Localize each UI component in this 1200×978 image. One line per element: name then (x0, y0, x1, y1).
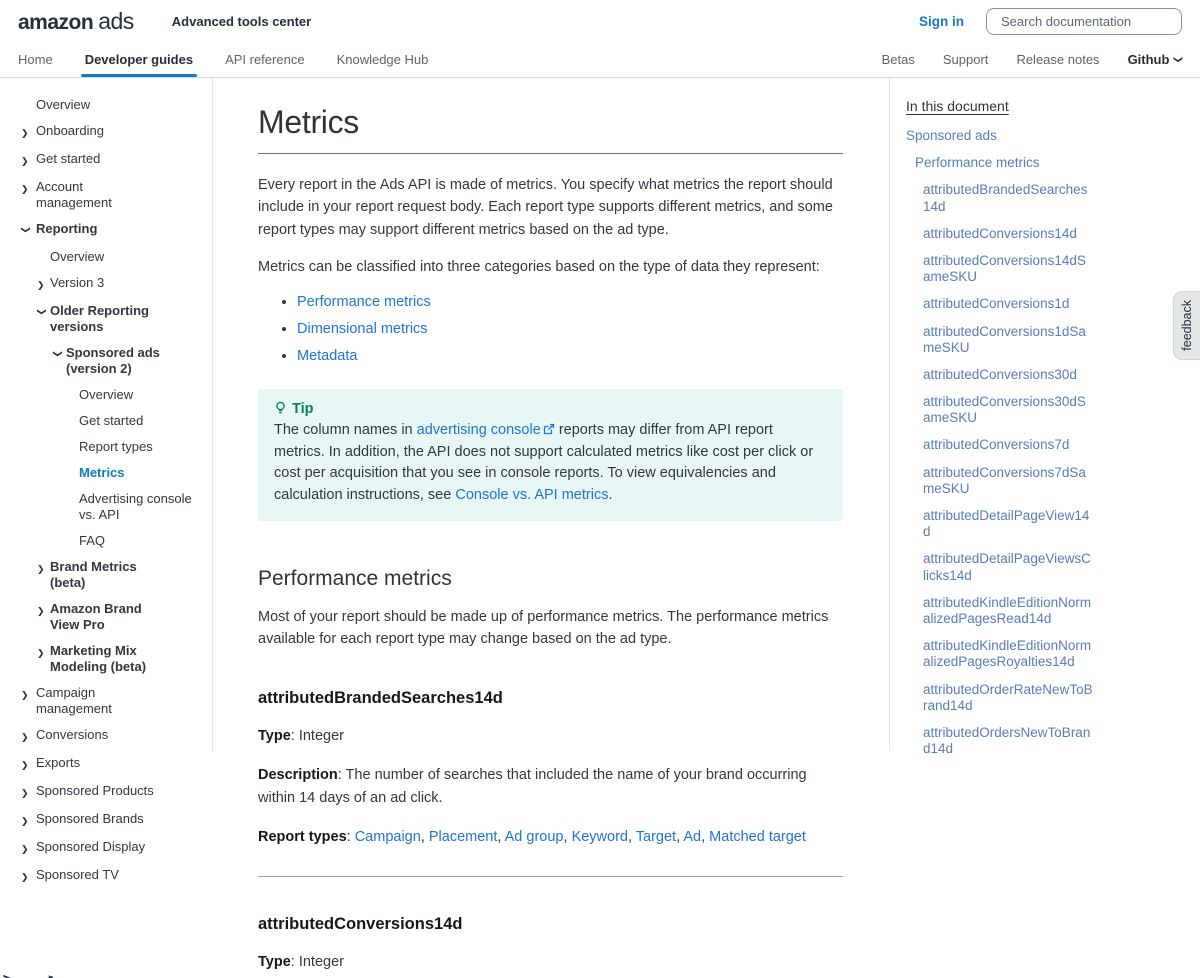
chevron-right-icon: ❯ (37, 606, 45, 616)
performance-metrics-intro: Most of your report should be made up of performance metrics. The performance metrics available for each report type may change based on the ad type. (258, 608, 829, 648)
sidebar-item-metrics[interactable] (0, 460, 212, 486)
report-type-link-ad-group[interactable]: Ad group (504, 829, 564, 846)
metric-type-line (258, 951, 843, 973)
sidebar-item-sponsored-ads-version-2[interactable] (0, 340, 212, 382)
sidebar-item-exports[interactable] (0, 750, 212, 778)
sidebar-item-amazon-brand-view-pro[interactable] (0, 596, 212, 638)
intro-paragraph-2: Metrics can be classified into three categories based on the type of data they represent: (258, 259, 820, 276)
field-label: Report types (258, 829, 347, 846)
sidebar-item-label: Sponsored ads (version 2) (66, 345, 160, 376)
sidebar-item-sponsored-brands[interactable] (0, 806, 212, 834)
chevron-right-icon: ❯ (37, 564, 45, 574)
sidebar-item-label: Advertising console vs. API (79, 491, 192, 522)
external-link-icon (543, 423, 555, 435)
report-type-link-campaign[interactable]: Campaign (354, 829, 421, 846)
tip-callout (258, 389, 843, 521)
nav-link-support[interactable]: Support (942, 52, 989, 67)
metric-report-types-line (258, 826, 843, 848)
metric-category-list (297, 292, 843, 367)
sidebar-item-label: FAQ (79, 533, 106, 548)
sidebar-item-label: Amazon Brand View Pro (50, 601, 142, 632)
separator: , (420, 829, 429, 846)
chevron-down-icon: ❯ (21, 226, 31, 234)
metric-heading: attributedConversions14d (258, 914, 463, 933)
toc-link-attributedconversions14d[interactable]: attributedConversions14d (923, 225, 1077, 241)
sidebar-item-reporting[interactable] (0, 216, 212, 244)
sidebar-item-label: Get started (79, 413, 144, 428)
metric-type-line (258, 725, 843, 747)
amazon-smile-icon (2, 974, 58, 978)
field-label: Type (258, 953, 291, 970)
sidebar-item-overview[interactable] (0, 244, 212, 270)
header (0, 0, 1200, 78)
report-type-link-keyword[interactable]: Keyword (571, 829, 628, 846)
toc-title: In this document (906, 98, 1009, 114)
sidebar-item-label: Brand Metrics (beta) (50, 559, 137, 590)
sidebar-item-campaign-management[interactable] (0, 680, 212, 722)
field-value: : Integer (290, 727, 344, 744)
report-type-link-placement[interactable]: Placement (428, 829, 498, 846)
feedback-tab-label: feedback (1180, 300, 1194, 351)
ads-logo-text: ads (98, 7, 134, 34)
sidebar-item-onboarding[interactable] (0, 118, 212, 146)
sidebar-item-older-reporting-versions[interactable] (0, 298, 212, 340)
sidebar-item-brand-metrics-beta[interactable] (0, 554, 212, 596)
sign-in-link[interactable]: Sign in (919, 13, 964, 29)
sidebar-item-label: Exports (36, 755, 81, 770)
sidebar-item-sponsored-tv[interactable] (0, 862, 212, 890)
toc-link-attributedkindleeditionnormalizedpagesread14d[interactable]: attributedKindleEditionNormalizedPagesRead14d (923, 594, 1092, 626)
list-item (297, 319, 843, 340)
github-menu[interactable]: Github ❯ (1127, 52, 1184, 67)
sidebar-item-advertising-console-vs-api[interactable] (0, 486, 212, 528)
separator: , (563, 829, 572, 846)
toc-link-attributedbrandedsearches14d[interactable]: attributedBrandedSearches14d (923, 182, 1088, 214)
sidebar-item-sponsored-products[interactable] (0, 778, 212, 806)
list-item (297, 346, 843, 367)
sidebar-item-label: Onboarding (36, 123, 104, 138)
separator: , (627, 829, 636, 846)
sidebar-item-label: Campaign management (36, 685, 112, 716)
chevron-right-icon: ❯ (21, 156, 29, 166)
field-label: Type (258, 727, 291, 744)
chevron-right-icon: ❯ (21, 872, 29, 882)
main-content (213, 78, 889, 970)
nav-tab-developer-guides[interactable]: Developer guides (85, 42, 193, 77)
sidebar-item-label: Account management (36, 179, 112, 210)
lightbulb-icon (274, 401, 287, 416)
chevron-right-icon: ❯ (37, 280, 45, 290)
field-value: : Integer (290, 953, 344, 970)
in-this-document-panel (889, 78, 1200, 757)
nav-link-release-notes[interactable]: Release notes (1016, 52, 1100, 67)
chevron-right-icon: ❯ (21, 788, 29, 798)
separator: , (497, 829, 505, 846)
sidebar-item-label: Older Reporting versions (50, 303, 149, 334)
nav-tab-api-reference[interactable]: API reference (225, 52, 305, 67)
search-input[interactable] (1001, 14, 1177, 29)
page-title: Metrics (258, 104, 360, 140)
chevron-right-icon: ❯ (21, 816, 29, 826)
tip-text (274, 420, 827, 507)
advertising-console-link[interactable]: advertising console (416, 421, 541, 438)
field-value: : (346, 829, 355, 846)
nav-tab-knowledge-hub[interactable]: Knowledge Hub (336, 52, 429, 67)
nav-link-betas[interactable]: Betas (881, 52, 915, 67)
sidebar-item-label: Overview (50, 249, 105, 264)
console-vs-api-metrics-link[interactable]: Console vs. API metrics (455, 487, 609, 504)
sidebar-item-get-started[interactable] (0, 408, 212, 434)
tip-text-segment: . (608, 487, 613, 504)
tip-text-segment: reports may differ from API report metrics. In addition, the API does not support calculated metrics like cost per click or cost per acquisition that you see in console reports. To view equivalencies and calculation instructions, see (274, 421, 814, 504)
performance-metrics-heading: Performance metrics (258, 566, 452, 590)
sidebar-item-label: Reporting (36, 221, 98, 236)
toc-link-attributeddetailpageviewsclicks14d[interactable]: attributedDetailPageViewsClicks14d (923, 551, 1091, 583)
tip-label: Tip (292, 400, 314, 417)
sidebar-item-marketing-mix-modeling-beta[interactable] (0, 638, 212, 680)
toc-link-attributedordersnewtobrand14d[interactable]: attributedOrdersNewToBrand14d (923, 724, 1091, 757)
chevron-right-icon: ❯ (37, 648, 45, 658)
toc-link-attributedkindleeditionnormalizedpagesroyalties14d[interactable]: attributedKindleEditionNormalizedPagesRoyalties14d (923, 638, 1092, 670)
toc-link-attributedconversions1dsamesku[interactable]: attributedConversions1dSameSKU (923, 323, 1086, 355)
sidebar-item-faq[interactable] (0, 528, 212, 554)
primary-nav (0, 42, 1200, 77)
sidebar-item-get-started[interactable] (0, 146, 212, 174)
sidebar-item-label: Sponsored Display (36, 839, 146, 854)
header-top-row (0, 0, 1200, 42)
intro-paragraph-1: Every report in the Ads API is made of metrics. You specify what metrics the report should include in your report request body. Each report type supports different metrics, and some report types may support different metrics based on the ad type. (258, 177, 833, 238)
separator: , (676, 829, 684, 846)
sidebar-item-label: Get started (36, 151, 101, 166)
sidebar-item-label: Marketing Mix Modeling (beta) (50, 643, 147, 674)
sidebar-item-label: Overview (79, 387, 134, 402)
sidebar-item-sponsored-display[interactable] (0, 834, 212, 862)
feedback-tab[interactable] (1173, 291, 1200, 360)
sidebar-nav (0, 78, 213, 882)
sidebar-item-version-3[interactable] (0, 270, 212, 298)
sidebar-item-report-types[interactable] (0, 434, 212, 460)
chevron-right-icon: ❯ (21, 844, 29, 854)
chevron-down-icon: ❯ (53, 350, 63, 358)
toc-link-attributedconversions7dsamesku[interactable]: attributedConversions7dSameSKU (923, 464, 1086, 496)
sidebar-item-conversions[interactable] (0, 722, 212, 750)
performance-metrics-link[interactable]: Performance metrics (297, 293, 431, 310)
sidebar-item-label: Sponsored Products (36, 783, 154, 798)
toc-link-attributedorderratenewtobrand14d[interactable]: attributedOrderRateNewToBrand14d (923, 681, 1093, 713)
dimensional-metrics-link[interactable]: Dimensional metrics (297, 320, 428, 337)
toc-link-attributedconversions30dsamesku[interactable]: attributedConversions30dSameSKU (923, 394, 1086, 426)
toc-link-attributeddetailpageview14d[interactable]: attributedDetailPageView14d (923, 508, 1090, 540)
metric-divider (258, 876, 843, 877)
metadata-link[interactable]: Metadata (297, 347, 358, 364)
toc-link-attributedconversions1d[interactable]: attributedConversions1d (923, 296, 1070, 312)
toc-link-attributedconversions30d[interactable]: attributedConversions30d (923, 366, 1077, 382)
sidebar-item-label: Conversions (36, 727, 109, 742)
report-type-link-target[interactable]: Target (635, 829, 677, 846)
sidebar-item-label: Version 3 (50, 275, 105, 290)
search-box[interactable] (986, 8, 1182, 35)
amazon-ads-logo[interactable] (18, 8, 134, 35)
sidebar-item-label: Metrics (79, 465, 125, 480)
chevron-right-icon: ❯ (21, 732, 29, 742)
sidebar-item-label: Sponsored Brands (36, 811, 144, 826)
toc-link-attributedconversions14dsamesku[interactable]: attributedConversions14dSameSKU (923, 252, 1086, 285)
chevron-right-icon: ❯ (21, 128, 29, 138)
amazon-logo-text: amazon (18, 10, 94, 34)
toc-link-sponsored-ads[interactable]: Sponsored ads (906, 128, 997, 143)
sidebar-item-overview[interactable] (0, 382, 212, 408)
toc-link-performance-metrics[interactable]: Performance metrics (915, 155, 1040, 171)
toc-link-attributedconversions7d[interactable]: attributedConversions7d (923, 437, 1070, 453)
field-label: Description (258, 767, 338, 784)
chevron-right-icon: ❯ (21, 184, 29, 194)
report-type-link-ad[interactable]: Ad (683, 829, 702, 846)
chevron-right-icon: ❯ (21, 690, 29, 700)
sidebar-item-overview[interactable] (0, 92, 212, 118)
title-divider (258, 153, 843, 154)
sidebar-item-account-management[interactable] (0, 174, 212, 216)
separator: , (701, 829, 710, 846)
metric-description-line (258, 764, 843, 809)
chevron-down-icon: ❯ (1173, 55, 1184, 64)
chevron-down-icon: ❯ (37, 308, 47, 316)
sidebar-item-label: Report types (79, 439, 153, 454)
nav-tab-home[interactable]: Home (18, 52, 53, 67)
list-item (297, 292, 843, 313)
report-type-link-matched-target[interactable]: Matched target (709, 829, 806, 846)
tip-text-segment: The column names in (274, 421, 417, 438)
sidebar-item-label: Sponsored TV (36, 867, 119, 882)
field-value: : The number of searches that included the name of your brand occurring within 14 days of an ad click. (258, 767, 807, 806)
chevron-right-icon: ❯ (21, 760, 29, 770)
metric-heading: attributedBrandedSearches14d (258, 688, 503, 707)
tagline: Advanced tools center (171, 13, 312, 29)
sidebar-item-label: Overview (36, 97, 91, 112)
